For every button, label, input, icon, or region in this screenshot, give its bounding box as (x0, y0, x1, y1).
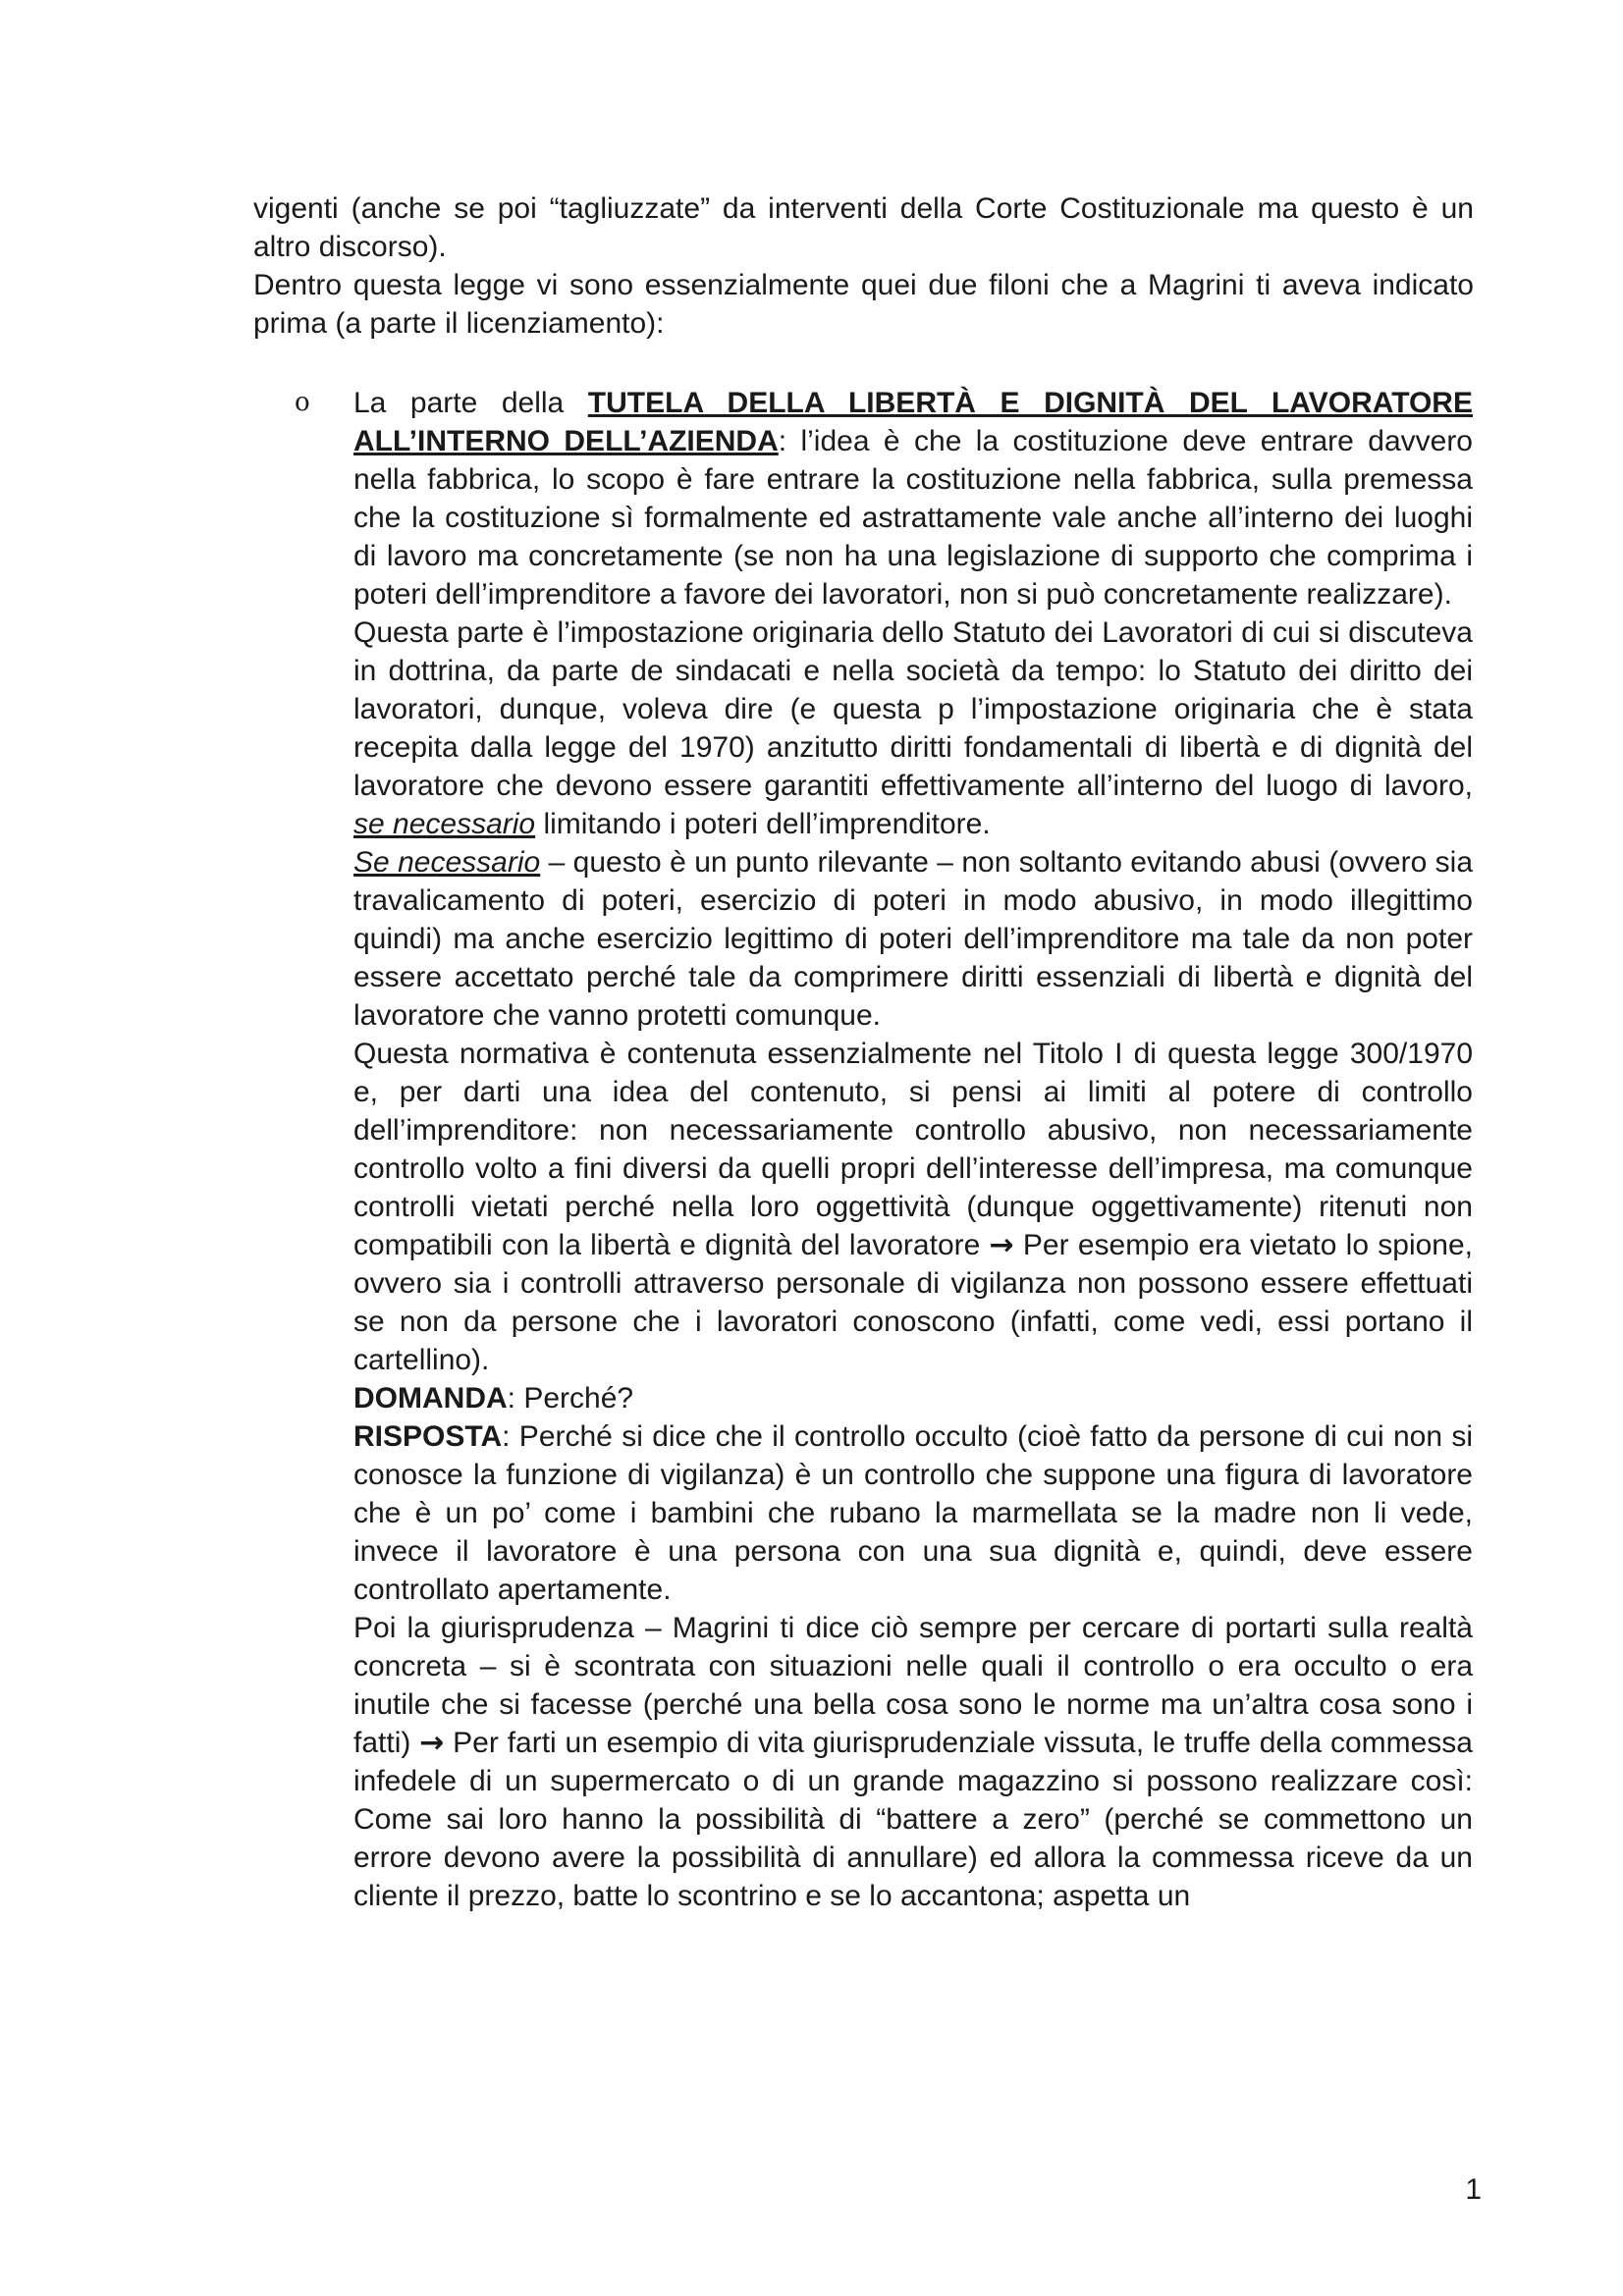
question-paragraph (353, 1379, 1473, 1417)
answer-label: RISPOSTA (353, 1420, 503, 1453)
list-item-body (353, 384, 1473, 1915)
emphasis-text: se necessario (353, 808, 536, 840)
intro-paragraph: Dentro questa legge vi sono essenzialmente quei due filoni che a Magrini ti aveva indicato prima (a parte il licenziamento): (253, 269, 1474, 340)
body-paragraph (353, 614, 1473, 843)
body-paragraph (353, 843, 1473, 1035)
text-run: Questa parte è l’impostazione originaria dello Statuto dei Lavoratori di cui si discuteva in dottrina, da parte de sindacati e nella società da tempo: lo Statuto dei diritto dei lavoratori, dunque, voleva dire (e questa p l’impostazione originaria che è stata recepita dalla legge del 1970) anzitutto diritti fondamentali di libertà e di dignità del lavoratore che devono essere garantiti effettivamente all’interno del luogo di lavoro, (353, 616, 1473, 802)
text-run: : Perché? (507, 1382, 634, 1415)
body-paragraph (353, 384, 1473, 614)
list-item (295, 384, 1515, 1915)
text-run: : Perché si dice che il controllo occulto (cioè fatto da persone di cui non si conosce la funzione di vigilanza) è un controllo che suppone una figura di lavoratore che è un po’ come i bambini che rubano la marmellata se la madre non li vede, invece il lavoratore è una persona con una sua dignità e, quindi, deve essere controllato apertamente. (353, 1420, 1473, 1606)
arrow-right-icon: → (419, 1726, 445, 1760)
body-paragraph (353, 1035, 1473, 1379)
body-paragraph (353, 1609, 1473, 1915)
text-run: La parte della (353, 387, 588, 419)
text-run: Questa normativa è contenuta essenzialmente nel Titolo I di questa legge 300/1970 e, per darti una idea del contenuto, si pensi ai limiti al potere di controllo dell’imprenditore: non necessariamente controllo abusivo, non necessariamente controllo volto a fini diversi da quelli propri dell’interesse dell’impresa, ma comunque controlli vietati perché nella loro oggettività (dunque oggettivamente) ritenuti non compatibili con la libertà e dignità del lavoratore (353, 1038, 1473, 1261)
text-run: Poi la giurisprudenza – Magrini ti dice ciò sempre per cercare di portarti sulla realtà concreta – si è scontrata con situazioni nelle quali il controllo o era occulto o era inutile che si facesse (perché una bella cosa sono le norme ma un’altra cosa sono i fatti) (353, 1612, 1473, 1759)
question-label: DOMANDA (353, 1382, 508, 1415)
text-run: limitando i poteri dell’imprenditore. (535, 808, 991, 840)
text-run: : l’idea è che la costituzione deve entrare davvero nella fabbrica, lo scopo è fare entrare la costituzione nella fabbrica, sulla premessa che la costituzione sì formalmente ed astrattamente vale anche all’interno dei luoghi di lavoro ma concretamente (se non ha una legislazione di supporto che comprima i poteri dell’imprenditore a favore dei lavoratori, non si può concretamente realizzare). (353, 425, 1473, 611)
section-heading: TUTELA DELLA LIBERTÀ E DIGNITÀ DEL LAVORATORE ALL’INTERNO DELL’AZIENDA (353, 387, 1473, 457)
bullet-list (295, 384, 1515, 1915)
page-number: 1 (1465, 2173, 1482, 2206)
text-run: Per farti un esempio di vita giurisprudenziale vissuta, le truffe della commessa infedele di un supermercato o di un grande magazzino si possono realizzare così: Come sai loro hanno la possibilità di “battere a zero” (perché se commettono un errore devono avere la possibilità di annullare) ed allora la commessa riceve da un cliente il prezzo, batte lo scontrino e se lo accantona; aspetta un (353, 1727, 1473, 1912)
intro-paragraph: vigenti (anche se poi “tagliuzzate” da interventi della Corte Costituzionale ma questo è un altro discorso). (253, 192, 1474, 263)
answer-paragraph (353, 1417, 1473, 1609)
bullet-icon: o (295, 388, 310, 417)
intro-section (253, 189, 1474, 343)
emphasis-text: Se necessario (353, 846, 541, 879)
text-run: – questo è un punto rilevante – non soltanto evitando abusi (ovvero sia travalicamento di poteri, esercizio di poteri in modo abusivo, in modo illegittimo quindi) ma anche esercizio legittimo di poteri dell’imprenditore ma tale da non poter essere accettato perché tale da comprimere diritti essenziali di libertà e dignità del lavoratore che vanno protetti comunque. (353, 846, 1473, 1032)
arrow-right-icon: → (989, 1228, 1014, 1262)
text-run: Per esempio era vietato lo spione, ovvero sia i controlli attraverso personale di vigilanza non possono essere effettuati se non da persone che i lavoratori conoscono (infatti, come vedi, essi portano il cartellino). (353, 1229, 1473, 1376)
